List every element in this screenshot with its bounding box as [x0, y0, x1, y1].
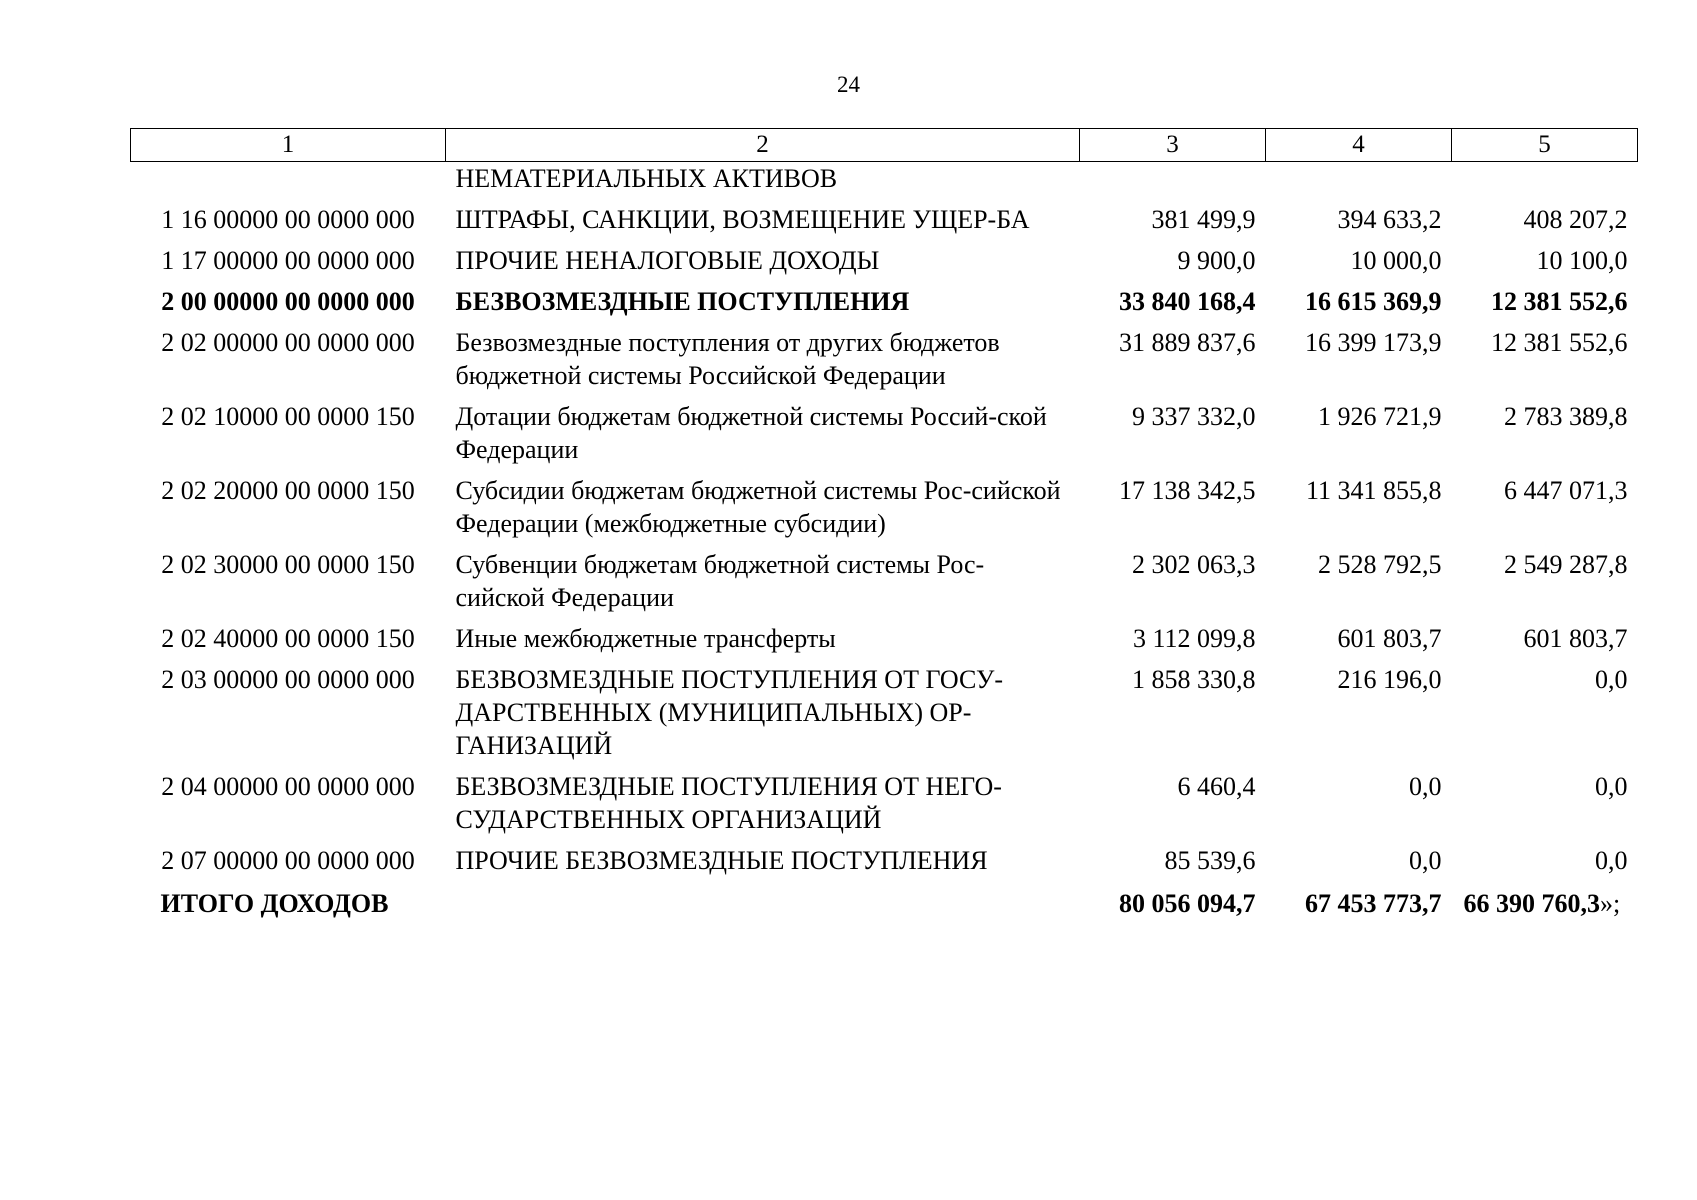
- row-name: Дотации бюджетам бюджетной системы Россий-ской Федерации: [455, 402, 1047, 464]
- table-row: [131, 470, 1638, 544]
- row-code: 2 04 00000 00 0000 000: [161, 772, 415, 801]
- row-value-3: 33 840 168,4: [1119, 287, 1256, 316]
- row-name: БЕЗВОЗМЕЗДНЫЕ ПОСТУПЛЕНИЯ ОТ НЕГО-СУДАРСТВЕННЫХ ОРГАНИЗАЦИЙ: [455, 772, 1002, 834]
- row-value-5: 6 447 071,3: [1504, 476, 1628, 505]
- row-value-3: 2 302 063,3: [1132, 550, 1256, 579]
- row-value-3: 381 499,9: [1151, 205, 1256, 234]
- row-value-5: 408 207,2: [1523, 205, 1628, 234]
- table-row: [131, 322, 1638, 396]
- row-name: Иные межбюджетные трансферты: [455, 624, 836, 653]
- table-row-continuation: [131, 162, 1638, 200]
- row-code: 2 02 20000 00 0000 150: [161, 476, 415, 505]
- table-row: [131, 240, 1638, 281]
- row-name: Субвенции бюджетам бюджетной системы Рос-сийской Федерации: [455, 550, 985, 612]
- row-name: БЕЗВОЗМЕЗДНЫЕ ПОСТУПЛЕНИЯ ОТ ГОСУ-ДАРСТВЕННЫХ (МУНИЦИПАЛЬНЫХ) ОР-ГАНИЗАЦИЙ: [455, 665, 1004, 760]
- row-value-5: 12 381 552,6: [1491, 328, 1628, 357]
- total-value-5: 66 390 760,3: [1463, 889, 1600, 918]
- row-code: 2 02 10000 00 0000 150: [161, 402, 415, 431]
- row-value-5: 0,0: [1595, 772, 1628, 801]
- row-code: 2 02 30000 00 0000 150: [161, 550, 415, 579]
- row-value-5: 0,0: [1595, 665, 1628, 694]
- table-total-row: [131, 881, 1638, 924]
- column-header-2: 2: [446, 129, 1080, 162]
- row-value-3: 31 889 837,6: [1119, 328, 1256, 357]
- row-value-5: 601 803,7: [1523, 624, 1628, 653]
- table-row: [131, 840, 1638, 881]
- row-name: ПРОЧИЕ НЕНАЛОГОВЫЕ ДОХОДЫ: [455, 246, 880, 275]
- row-value-4: 216 196,0: [1337, 665, 1442, 694]
- table-row: [131, 396, 1638, 470]
- row-value-5: 0,0: [1595, 846, 1628, 875]
- column-header-3: 3: [1080, 129, 1266, 162]
- total-label: ИТОГО ДОХОДОВ: [160, 889, 389, 918]
- row-code: 2 07 00000 00 0000 000: [161, 846, 415, 875]
- budget-revenue-table: [130, 128, 1638, 924]
- row-value-3: 1 858 330,8: [1132, 665, 1256, 694]
- row-name: Субсидии бюджетам бюджетной системы Рос-сийской Федерации (межбюджетные субсидии): [455, 476, 1061, 538]
- row-value-4: 11 341 855,8: [1305, 476, 1442, 505]
- column-header-4: 4: [1266, 129, 1452, 162]
- table-row: [131, 766, 1638, 840]
- row-name: Безвозмездные поступления от других бюджетов бюджетной системы Российской Федерации: [455, 328, 1000, 390]
- row-value-4: 16 399 173,9: [1305, 328, 1442, 357]
- row-value-3: 9 900,0: [1177, 246, 1256, 275]
- row-code: 1 16 00000 00 0000 000: [161, 205, 415, 234]
- row-value-3: 9 337 332,0: [1132, 402, 1256, 431]
- row-value-4: 16 615 369,9: [1305, 287, 1442, 316]
- table-row-bold: [131, 281, 1638, 322]
- total-value-5-cell: [1452, 881, 1638, 924]
- row-name: БЕЗВОЗМЕЗДНЫЕ ПОСТУПЛЕНИЯ: [455, 287, 910, 316]
- row-value-4: 2 528 792,5: [1318, 550, 1442, 579]
- row-value-3: 6 460,4: [1177, 772, 1256, 801]
- row-code: 2 02 00000 00 0000 000: [161, 328, 415, 357]
- row-code: 2 00 00000 00 0000 000: [161, 287, 415, 316]
- row-name: ШТРАФЫ, САНКЦИИ, ВОЗМЕЩЕНИЕ УЩЕР-БА: [455, 205, 1030, 234]
- row-value-4: 0,0: [1409, 846, 1442, 875]
- table-row: [131, 659, 1638, 766]
- row-value-4: 0,0: [1409, 772, 1442, 801]
- closing-quote-suffix: »;: [1600, 889, 1621, 918]
- row-value-4: 1 926 721,9: [1318, 402, 1442, 431]
- row-code: 2 02 40000 00 0000 150: [161, 624, 415, 653]
- row-name: ПРОЧИЕ БЕЗВОЗМЕЗДНЫЕ ПОСТУПЛЕНИЯ: [455, 846, 988, 875]
- column-header-5: 5: [1452, 129, 1638, 162]
- row-code: 2 03 00000 00 0000 000: [161, 665, 415, 694]
- row-value-4: 10 000,0: [1350, 246, 1442, 275]
- table-row: [131, 544, 1638, 618]
- row-value-5: 12 381 552,6: [1491, 287, 1628, 316]
- page-number: 24: [837, 72, 860, 97]
- table-row: [131, 199, 1638, 240]
- total-value-4: 67 453 773,7: [1305, 889, 1442, 918]
- row-value-5: 10 100,0: [1536, 246, 1628, 275]
- row-code: 1 17 00000 00 0000 000: [161, 246, 415, 275]
- row-value-5: 2 783 389,8: [1504, 402, 1628, 431]
- total-value-3: 80 056 094,7: [1119, 889, 1256, 918]
- row-value-4: 601 803,7: [1337, 624, 1442, 653]
- row-value-3: 17 138 342,5: [1119, 476, 1256, 505]
- row-name: НЕМАТЕРИАЛЬНЫХ АКТИВОВ: [455, 164, 838, 193]
- table-header-row: [131, 129, 1638, 162]
- row-value-3: 3 112 099,8: [1132, 624, 1256, 653]
- column-header-1: 1: [131, 129, 446, 162]
- table-row: [131, 618, 1638, 659]
- row-value-3: 85 539,6: [1164, 846, 1256, 875]
- row-value-5: 2 549 287,8: [1504, 550, 1628, 579]
- row-value-4: 394 633,2: [1337, 205, 1442, 234]
